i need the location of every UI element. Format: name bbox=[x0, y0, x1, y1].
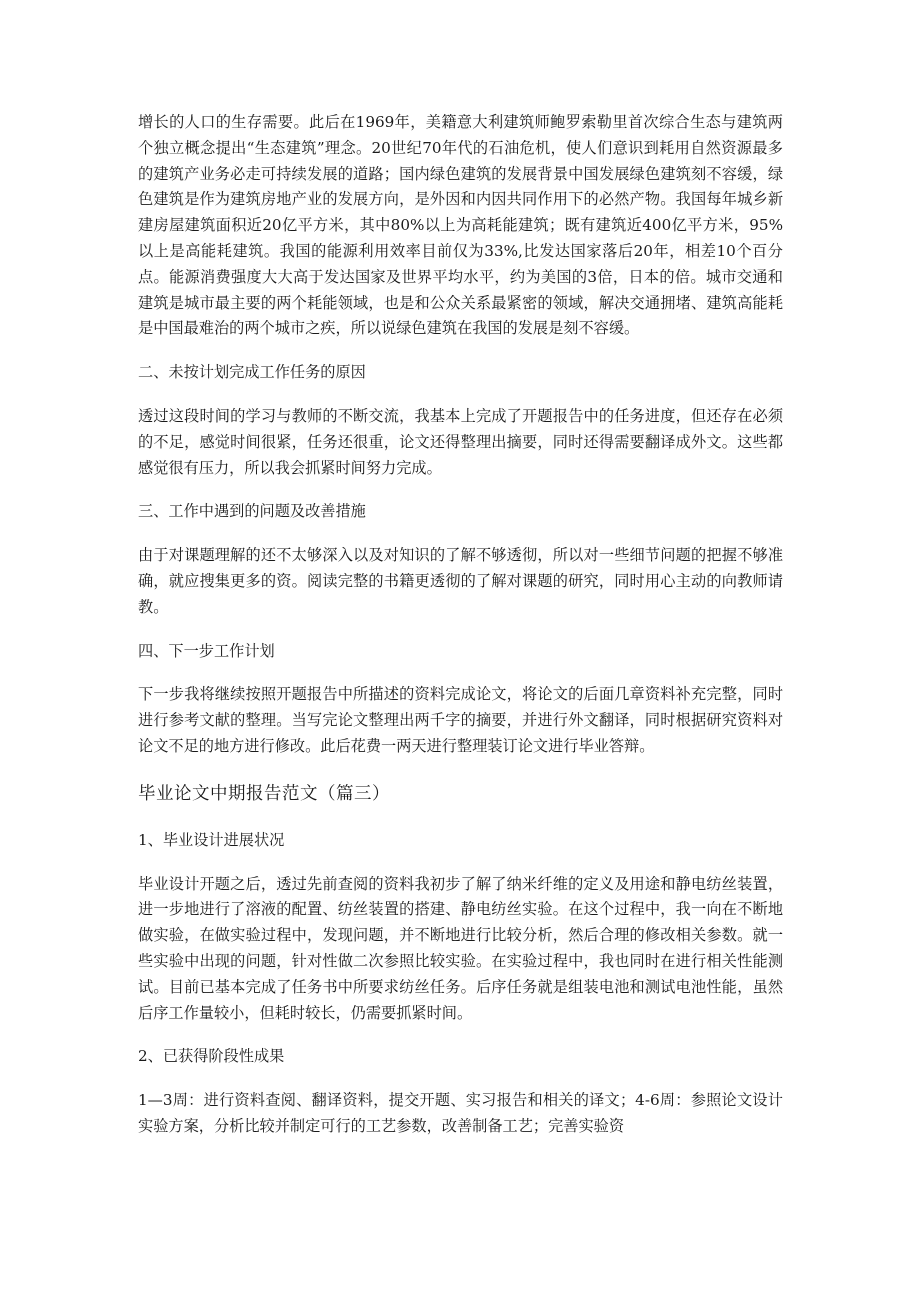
paragraph-stage-results: 1—3周：进行资料查阅、翻译资料，提交开题、实习报告和相关的译文；4-6周：参照论文设计实验方案，分析比较并制定可行的工艺参数，改善制备工艺；完善实验资 bbox=[138, 1091, 783, 1135]
report-title-part-three: 毕业论文中期报告范文（篇三） bbox=[138, 783, 390, 804]
section-heading-problems-measures: 三、工作中遇到的问题及改善措施 bbox=[138, 502, 366, 521]
paragraph-unfinished-tasks: 透过这段时间的学习与教师的不断交流，我基本上完成了开题报告中的任务进度，但还存在必须的不足，感觉时间很紧，任务还很重，论文还得整理出摘要，同时还得需要翻译成外文。这些都感觉很有压力，所以我会抓紧时间努力完成。 bbox=[138, 406, 783, 477]
section-heading-unfinished-tasks: 二、未按计划完成工作任务的原因 bbox=[138, 363, 366, 382]
paragraph-problems-measures: 由于对课题理解的还不太够深入以及对知识的了解不够透彻，所以对一些细节问题的把握不够准确，就应搜集更多的资。阅读完整的书籍更透彻的了解对课题的研究，同时用心主动的向教师请教。 bbox=[138, 546, 783, 616]
paragraph-design-progress: 毕业设计开题之后，透过先前查阅的资料我初步了解了纳米纤维的定义及用途和静电纺丝装置，进一步地进行了溶液的配置、纺丝装置的搭建、静电纺丝实验。在这个过程中，我一向在不断地做实验，在做实验过程中，发现问题，并不断地进行比较分析，然后合理的修改相关参数。就一些实验中出现的问题，针对性做二次参照比较实验。在实验过程中，我也同时在进行相关性能测试。目前已基本完成了任务书中所要求纺丝任务。后序任务就是组装电池和测试电池性能，虽然后序工作量较小，但耗时较长，仍需要抓紧时间。 bbox=[138, 874, 783, 1022]
section-heading-stage-results: 2、已获得阶段性成果 bbox=[138, 1047, 285, 1066]
document-page bbox=[138, 110, 783, 1140]
paragraph-next-plan: 下一步我将继续按照开题报告中所描述的资料完成论文，将论文的后面几章资料补充完整，同时进行参考文献的整理。当写完论文整理出两千字的摘要，并进行外文翻译，同时根据研究资料对论文不足的地方进行修改。此后花费一两天进行整理装订论文进行毕业答辩。 bbox=[138, 685, 783, 755]
section-heading-design-progress: 1、毕业设计进展状况 bbox=[138, 830, 285, 849]
section-heading-next-plan: 四、下一步工作计划 bbox=[138, 641, 275, 660]
paragraph-green-building-background: 增长的人口的生存需要。此后在1969年，美籍意大利建筑师鲍罗索勒里首次综合生态与建筑两个独立概念提出“生态建筑”理念。20世纪70年代的石油危机，使人们意识到耗用自然资源最多的建筑产业务必走可持续发展的道路；国内绿色建筑的发展背景中国发展绿色建筑刻不容缓，绿色建筑是作为建筑房地产业的发展方向，是外因和内因共同作用下的必然产物。我国每年城乡新建房屋建筑面积近20亿平方米，其中80%以上为高耗能建筑；既有建筑近400亿平方米，95%以上是高能耗建筑。我国的能源利用效率目前仅为33%,比发达国家落后20年，相差10个百分点。能源消费强度大大高于发达国家及世界平均水平，约为美国的3倍，日本的倍。城市交通和建筑是城市最主要的两个耗能领域，也是和公众关系最紧密的领域，解决交通拥堵、建筑高能耗是中国最难治的两个城市之疾，所以说绿色建筑在我国的发展是刻不容缓。 bbox=[138, 113, 783, 338]
